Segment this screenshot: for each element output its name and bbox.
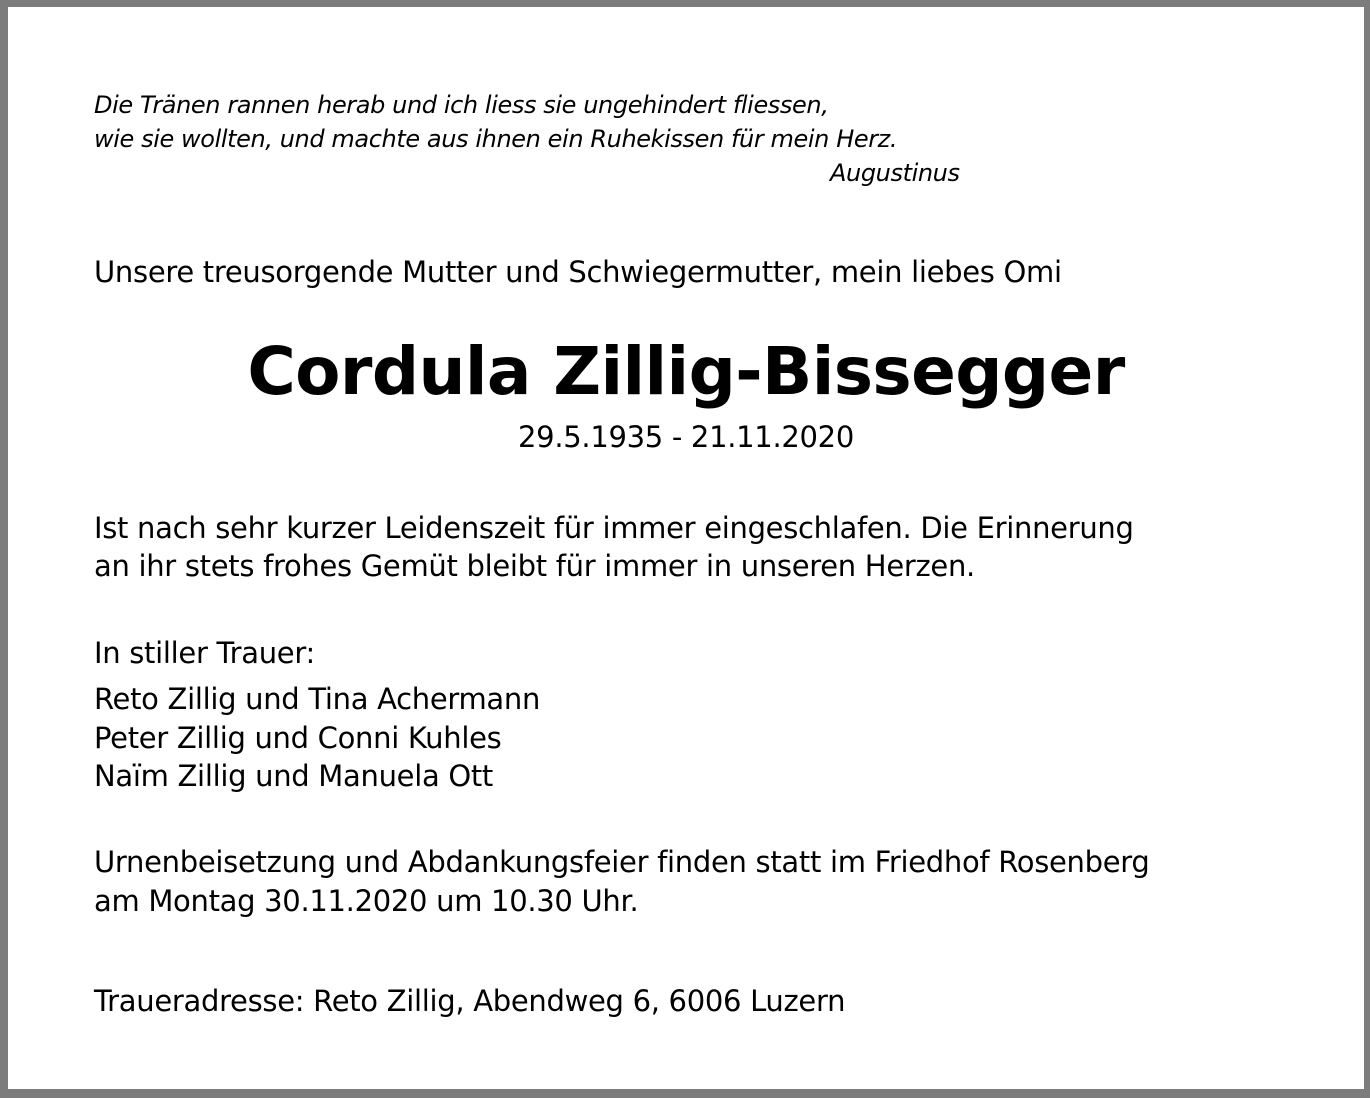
mourner-name: Reto Zillig und Tina Achermann <box>94 682 541 716</box>
intro-text: Unsere treusorgende Mutter und Schwiegermutter, mein liebes Omi <box>94 255 1062 289</box>
message-line-1: Ist nach sehr kurzer Leidenszeit für immer eingeschlafen. Die Erinnerung <box>94 511 1134 545</box>
message-line-2: an ihr stets frohes Gemüt bleibt für immer in unseren Herzen. <box>94 549 975 583</box>
quote-author: Augustinus <box>830 159 960 187</box>
mourner-name: Peter Zillig und Conni Kuhles <box>94 721 502 755</box>
quote-line-1: Die Tränen rannen herab und ich liess sie ungehindert fliessen, <box>94 91 829 119</box>
mourner-name: Naïm Zillig und Manuela Ott <box>94 759 494 793</box>
deceased-name: Cordula Zillig-Bissegger <box>247 333 1125 410</box>
obituary-notice <box>8 7 1364 1089</box>
ceremony-line-2: am Montag 30.11.2020 um 10.30 Uhr. <box>94 884 639 918</box>
ceremony-line-1: Urnenbeisetzung und Abdankungsfeier finden statt im Friedhof Rosenberg <box>94 845 1150 879</box>
mourning-address: Traueradresse: Reto Zillig, Abendweg 6, 6006 Luzern <box>94 984 846 1018</box>
mourners-heading: In stiller Trauer: <box>94 636 315 670</box>
life-dates: 29.5.1935 - 21.11.2020 <box>518 420 854 454</box>
quote-line-2: wie sie wollten, und machte aus ihnen ein Ruhekissen für mein Herz. <box>94 125 898 153</box>
